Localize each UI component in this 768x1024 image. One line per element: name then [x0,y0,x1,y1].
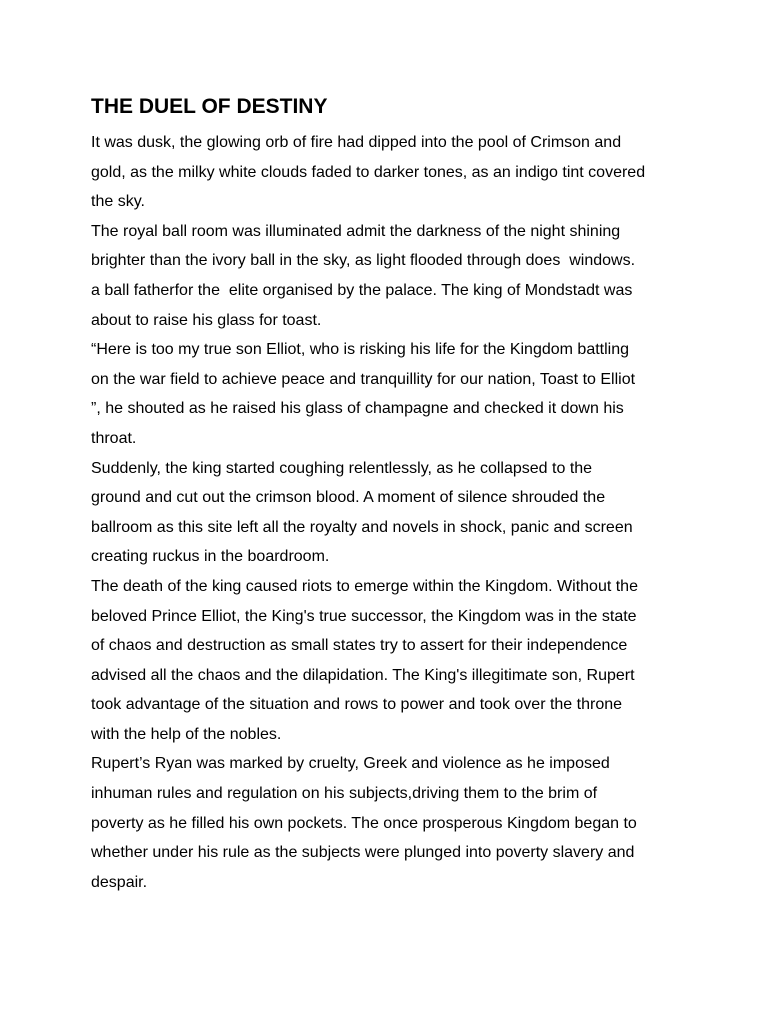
document-body [91,128,691,897]
text-line: about to raise his glass for toast. [91,311,322,329]
text-line: brighter than the ivory ball in the sky, as light flooded through does windows. [91,252,636,270]
text-line: with the help of the nobles. [91,725,282,743]
text-line: inhuman rules and regulation on his subjects,driving them to the brim of [91,785,598,803]
text-line: despair. [91,873,148,891]
text-line: Suddenly, the king started coughing relentlessly, as he collapsed to the [91,459,593,477]
text-line: on the war field to achieve peace and tranquillity for our nation, Toast to Elliot [91,370,636,388]
text-line: gold, as the milky white clouds faded to darker tones, as an indigo tint covered [91,163,646,181]
text-line: ”, he shouted as he raised his glass of champagne and checked it down his [91,400,624,418]
text-line: ballroom as this site left all the royalty and novels in shock, panic and screen [91,518,633,536]
text-line: the sky. [91,193,145,211]
document-title: THE DUEL OF DESTINY [91,95,328,118]
text-line: “Here is too my true son Elliot, who is risking his life for the Kingdom battling [91,341,630,359]
text-line: Rupert’s Ryan was marked by cruelty, Greek and violence as he imposed [91,755,610,773]
text-line: poverty as he filled his own pockets. The once prosperous Kingdom began to [91,814,637,832]
text-line: It was dusk, the glowing orb of fire had dipped into the pool of Crimson and [91,134,622,151]
text-line: a ball fatherfor the elite organised by the palace. The king of Mondstadt was [91,281,633,299]
text-line: of chaos and destruction as small states try to assert for their independence [91,637,628,655]
text-line: whether under his rule as the subjects were plunged into poverty slavery and [91,844,635,862]
text-line: The death of the king caused riots to emerge within the Kingdom. Without the [91,577,638,595]
text-line: throat. [91,429,137,447]
text-line: creating ruckus in the boardroom. [91,548,330,566]
text-line: ground and cut out the crimson blood. A moment of silence shrouded the [91,489,606,507]
text-line: advised all the chaos and the dilapidation. The King's illegitimate son, Rupert [91,666,635,684]
text-line: The royal ball room was illuminated admit the darkness of the night shining [91,222,621,240]
text-line: took advantage of the situation and rows to power and took over the throne [91,696,623,714]
text-line: beloved Prince Elliot, the King's true successor, the Kingdom was in the state [91,607,637,625]
